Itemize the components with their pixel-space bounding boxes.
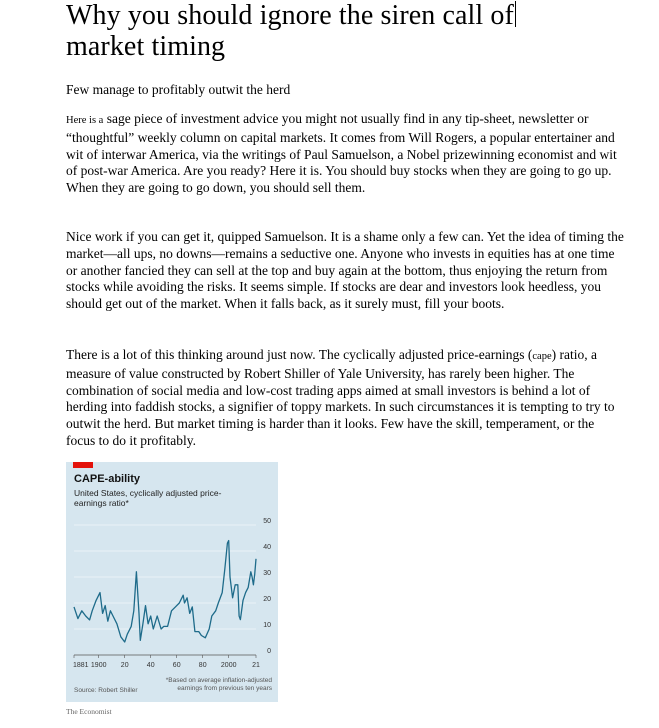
paragraph-3 [66, 347, 626, 450]
paragraph-3-cape: cape [532, 351, 552, 362]
y-tick-label-10: 10 [263, 622, 271, 629]
chart-note: *Based on average inflation-adjusted earnings from previous ten years [165, 677, 272, 692]
title-line-2: market timing [66, 31, 226, 62]
chart-plot [66, 462, 278, 702]
paragraph-1-body: sage piece of investment advice you might not usually find in any tip-sheet, newsletter or “thoughtful” weekly column on capital markets. It comes from Will Rogers, a popular entertainer and wit of interwar America, via the writings of Paul Samuelson, a Nobel prizewinning economist and wit of post-war America. Are you ready? Here it is. You should buy stocks when they are going to go up. When they are going to go down, you should sell them. [66, 111, 617, 196]
paragraph-1 [66, 111, 626, 197]
chart-title: CAPE-ability [74, 473, 141, 485]
series-line-cape [74, 541, 256, 642]
x-tick-label-60: 60 [172, 662, 181, 669]
title-line-1: Why you should ignore the siren call of [66, 0, 514, 31]
y-tick-label-0: 0 [267, 648, 271, 655]
article-title [66, 0, 626, 62]
y-tick-label-40: 40 [263, 544, 271, 551]
paragraph-3-a: There is a lot of this thinking around just now. The cyclically adjusted price-earnings ( [66, 347, 533, 362]
y-tick-label-30: 30 [263, 570, 271, 577]
chart-subtitle: United States, cyclically adjusted price-earnings ratio* [74, 488, 222, 508]
article [66, 0, 626, 694]
x-tick-label-2000: 2000 [220, 662, 237, 669]
x-tick-label-80: 80 [198, 662, 207, 669]
x-tick-label-40: 40 [146, 662, 155, 669]
y-tick-label-50: 50 [263, 518, 271, 525]
x-tick-label-1881: 1881 [73, 662, 89, 669]
publication-brand: The Economist [66, 707, 112, 716]
x-tick-label-21: 21 [252, 662, 260, 669]
paragraph-3-b: ) ratio, a measure of value constructed by Robert Shiller of Yale University, has rarely been higher. The combination of social media and low-cost trading apps aimed at small investors is behind a lot of herding into faddish stocks, a signifier of toppy markets. In such circumstances it is tempting to try to outwit the herd. But market timing is harder than it looks. Few have the skill, temperament, or the focus to do it profitably. [66, 347, 615, 448]
cape-chart [66, 462, 278, 702]
paragraph-1-lead: Here is a [66, 115, 104, 126]
text-cursor [515, 1, 516, 27]
y-tick-label-20: 20 [263, 596, 271, 603]
x-tick-label-20: 20 [120, 662, 129, 669]
article-subtitle: Few manage to profitably outwit the herd [66, 82, 291, 97]
paragraph-2: Nice work if you can get it, quipped Samuelson. It is a shame only a few can. Yet the idea of timing the market—all ups, no downs—remains a seductive one. Anyone who invests in equities has at one time or another fancied they can sell at the top and buy again at the bottom, thus enjoying the return from stocks while avoiding the risks. It seems simple. If stocks are dear and investors look heedless, you should get out of the market. When it falls back, as it surely must, fill your boots. [66, 229, 624, 312]
chart-source: Source: Robert Shiller [74, 687, 138, 694]
x-tick-label-1900: 1900 [90, 662, 107, 669]
